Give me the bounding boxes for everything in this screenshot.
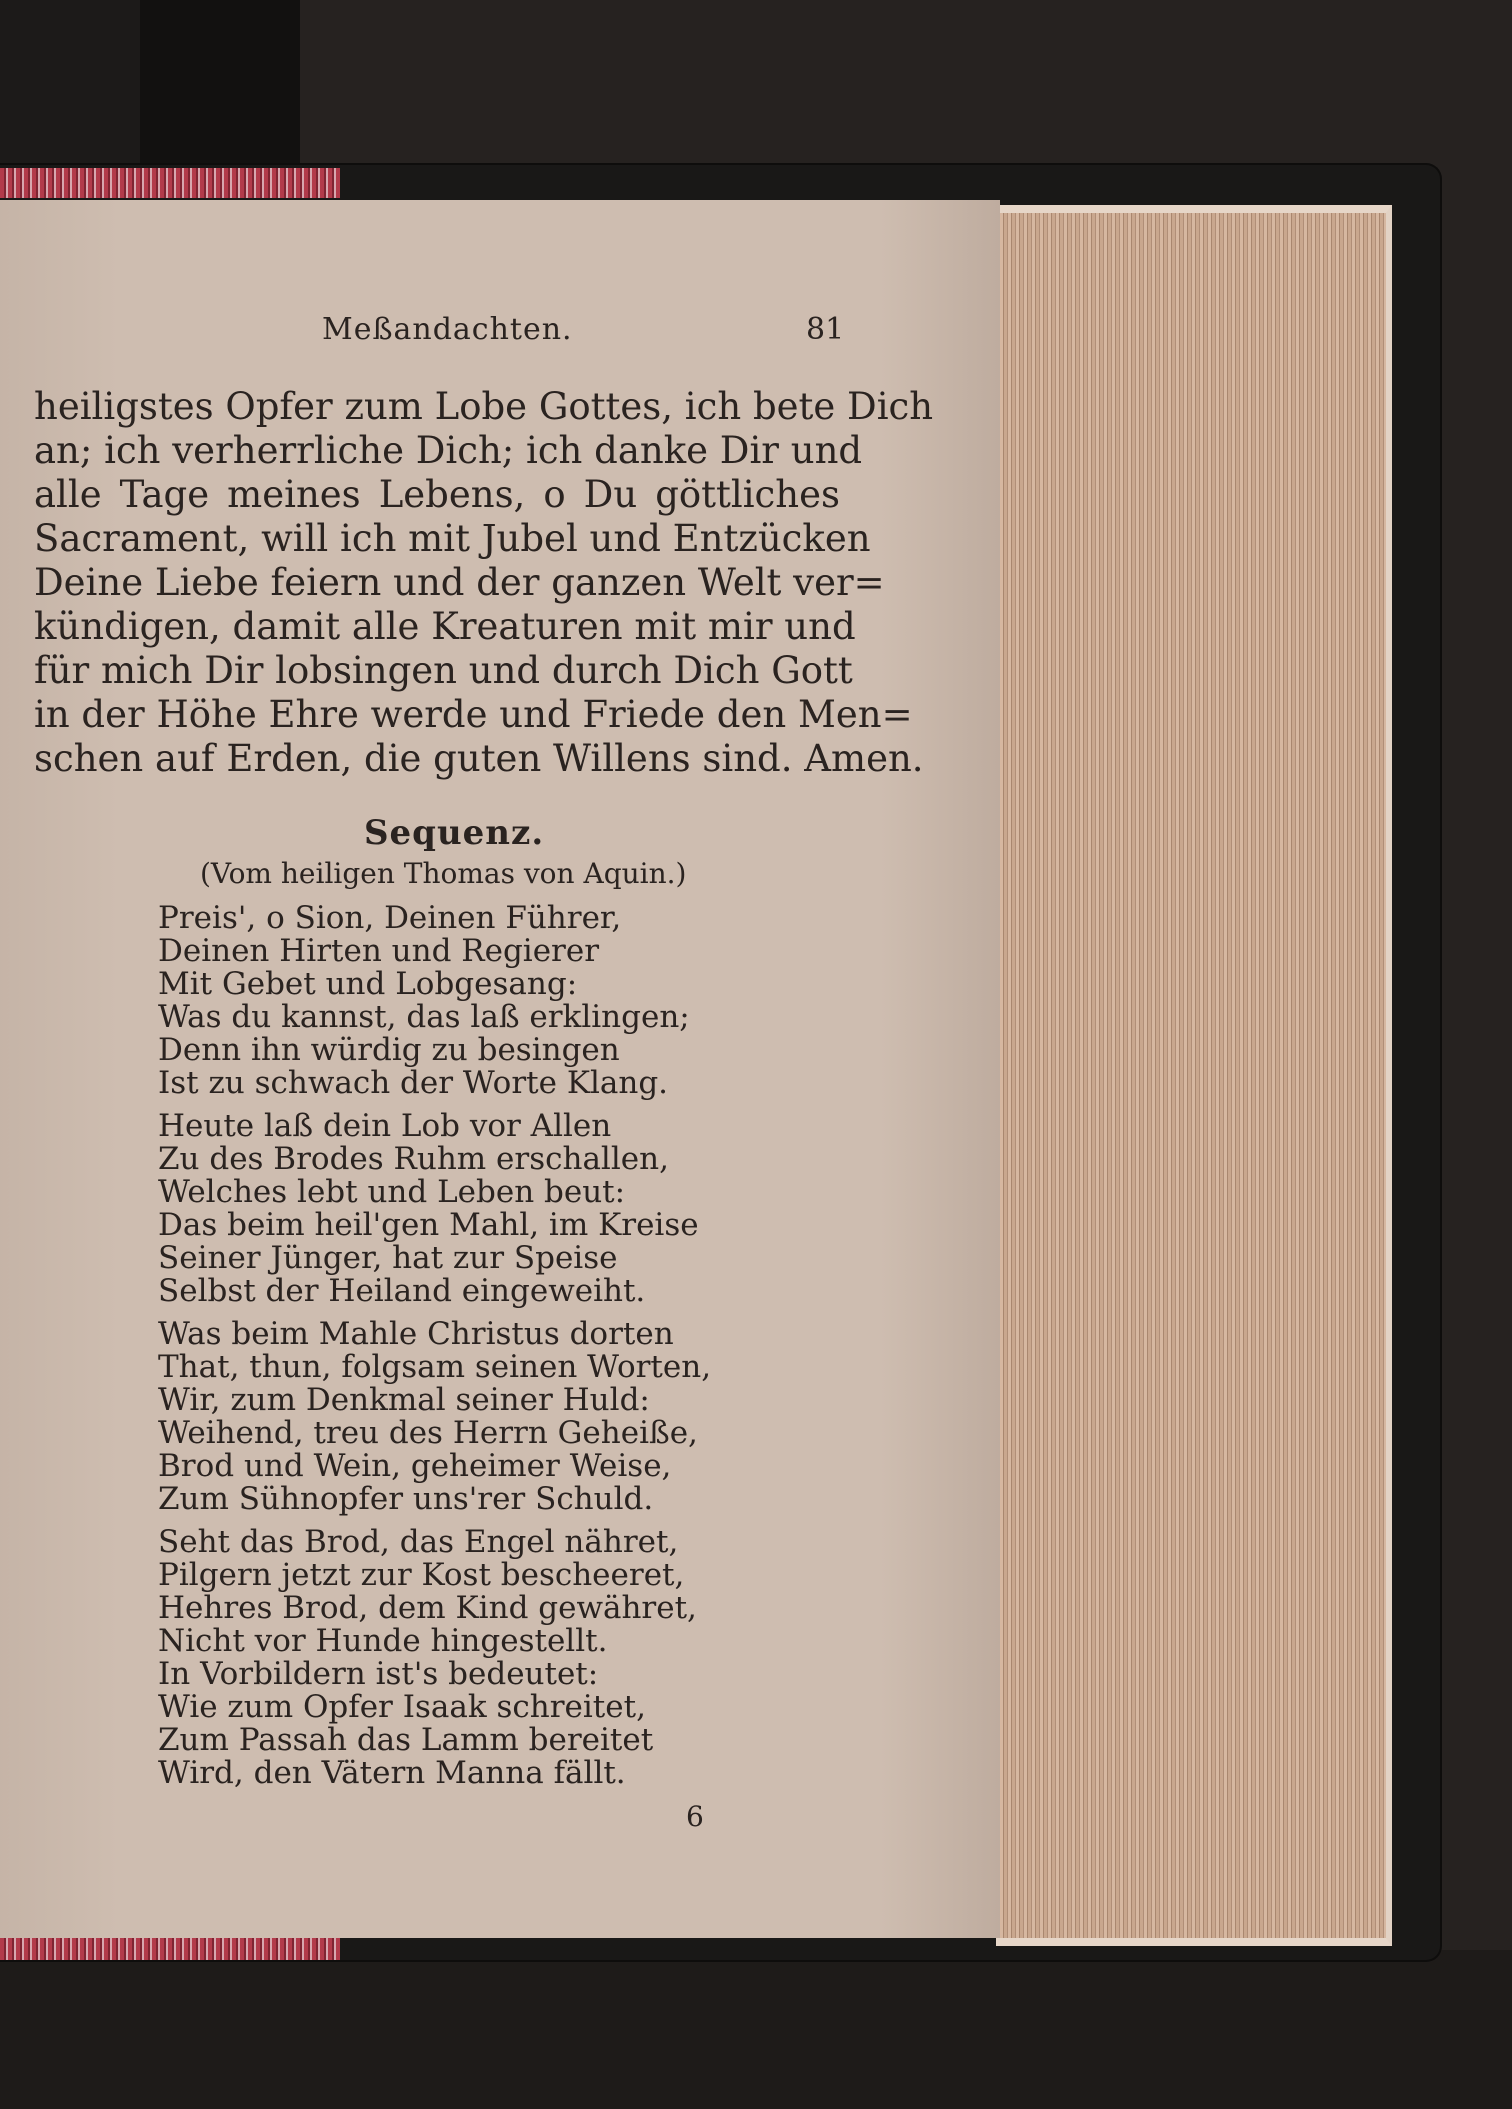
verse-line: That, thun, folgsam seinen Worten, [158,1349,712,1385]
prose-line: kündigen, damit alle Kreaturen mit mir und [34,605,856,648]
verse-line: Nicht vor Hunde hingestellt. [158,1623,608,1659]
background-top-strip [140,0,300,180]
verse-line: Selbst der Heiland eingeweiht. [158,1273,646,1309]
verse-line: Seht das Brod, das Engel nähret, [158,1524,679,1560]
verse-line: In Vorbildern ist's bedeutet: [158,1656,599,1692]
prose-line: heiligstes Opfer zum Lobe Gottes, ich bete Dich [34,385,934,428]
verse-line: Brod und Wein, geheimer Weise, [158,1448,672,1484]
verse-line: Welches lebt und Leben beut: [158,1174,626,1210]
prose-line: für mich Dir lobsingen und durch Dich Gott [34,649,853,692]
background-bottom [0,1950,1512,2109]
verse-line: Pilgern jetzt zur Kost bescheeret, [158,1557,685,1593]
verse-line: Weihend, treu des Herrn Geheiße, [158,1415,698,1451]
verse-line: Seiner Jünger, hat zur Speise [158,1240,618,1276]
prose-line: Sacrament, will ich mit Jubel und Entzücken [34,517,871,560]
sequence-subtitle: (Vom heiligen Thomas von Aquin.) [200,857,687,890]
verse-line: Wird, den Vätern Manna fällt. [158,1755,626,1791]
verse [158,1318,711,1516]
page-stack-edge [996,205,1392,1946]
verse-line: Zu des Brodes Ruhm erschallen, [158,1141,669,1177]
page-number: 81 [806,312,845,347]
verse-line: Zum Passah das Lamm bereitet [158,1722,654,1758]
verse-line: Mit Gebet und Lobgesang: [158,966,578,1002]
prose-line: Deine Liebe feiern und der ganzen Welt ver= [34,561,885,604]
prose-line: schen auf Erden, die guten Willens sind. Amen. [34,737,924,780]
verse-line: Deinen Hirten und Regierer [158,933,600,969]
verse-line: Heute laß dein Lob vor Allen [158,1108,612,1144]
verse-line: Preis', o Sion, Deinen Führer, [158,900,622,936]
verse [158,902,690,1100]
verse-line: Hehres Brod, dem Kind gewähret, [158,1590,697,1626]
running-title: Meßandachten. [322,312,573,347]
verse [158,1110,699,1308]
verse-line: Wie zum Opfer Isaak schreitet, [158,1689,646,1725]
verse [158,1526,697,1790]
prose-line: an; ich verherrliche Dich; ich danke Dir und [34,429,863,472]
verse-line: Was beim Mahle Christus dorten [158,1316,674,1352]
verse-line: Was du kannst, das laß erklingen; [158,999,690,1035]
prose-line: alle Tage meines Lebens, o Du göttliches [34,473,840,516]
verse-line: Ist zu schwach der Worte Klang. [158,1065,669,1101]
verse-line: Das beim heil'gen Mahl, im Kreise [158,1207,699,1243]
verse-line: Wir, zum Denkmal seiner Huld: [158,1382,650,1418]
verse-line: Zum Sühnopfer uns'rer Schuld. [158,1481,654,1517]
verse-line: Denn ihn würdig zu besingen [158,1032,620,1068]
red-page-edge-top [0,168,340,198]
signature-mark: 6 [686,1800,704,1833]
prose-paragraph [34,385,934,781]
prose-line: in der Höhe Ehre werde und Friede den Men= [34,693,913,736]
sequence-title: Sequenz. [364,813,545,853]
